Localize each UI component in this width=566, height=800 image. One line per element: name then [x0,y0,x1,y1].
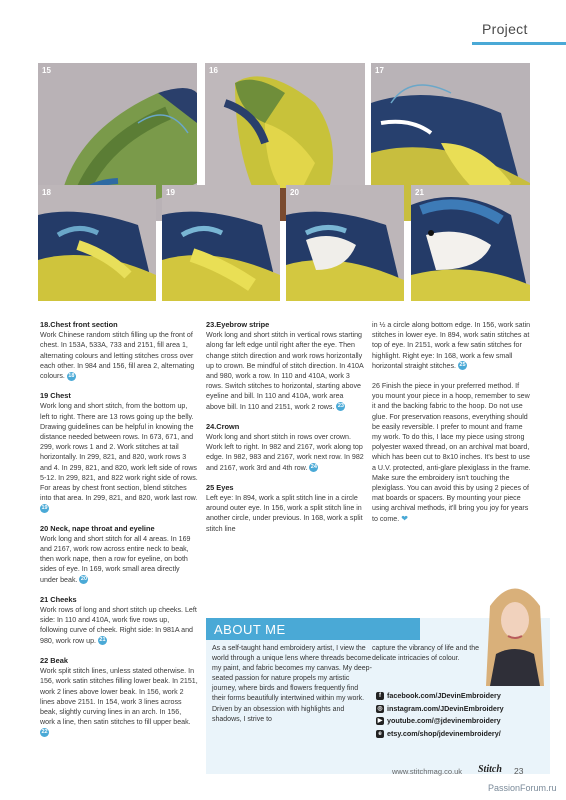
step-photo-18 [38,185,156,301]
step-badge: 22 [41,728,48,735]
step-badge: 21 [99,637,106,644]
text-column-1 [40,320,198,748]
embroidery-image [286,185,404,301]
section-label: Project [482,21,528,37]
photo-number: 21 [415,188,424,197]
step-heading: 24.Crown [206,421,240,431]
etsy-icon: e [376,730,384,738]
step-text: Work long and short stitch in vertical rows starting along far left edge until right after the eye. Then change stitch direction and work rows horizontally up to crown. Be mindful of stitch direction. In 410A and 980, work a row. In 110 and 410A, work 3 rows. Switch stitches to horizontal, starting above eyeline and bill. In 110 and 410A, work area above bill. In 110 and 2151, work 2 rows. 23 [206,331,364,411]
step-heading: 25 Eyes [206,482,234,492]
instagram-link[interactable]: ◎ instagram.com/JDevinEmbroidery [377,703,504,713]
photo-number: 20 [290,188,299,197]
step-heading: 20 Neck, nape throat and eyeline [40,523,155,533]
step-badge: 19 [41,505,48,512]
youtube-link[interactable]: ▶ youtube.com/@jdevinembroidery [377,716,501,726]
step-badge: 23 [337,403,344,410]
about-me-box [206,618,550,774]
step-badge: 20 [80,576,88,583]
heart-icon: ❤ [401,513,408,523]
step-badge: 24 [310,464,317,471]
step-text: Left eye: In 894, work a split stitch line in a circle around outer eye. In 156, work a split stitch line in another circle, under previous. In 168, work a split stitch line [206,494,363,533]
step-heading: 22 Beak [40,655,68,665]
about-me-title: ABOUT ME [214,622,286,637]
watermark: PassionForum.ru [488,783,557,793]
about-me-text-continued: capture the vibrancy of life and the delicate intricacies of colour. [372,645,480,663]
facebook-link[interactable]: f facebook.com/JDevinEmbroidery [376,690,504,703]
embroidery-image [38,185,156,301]
step-heading: 19 Chest [40,391,71,401]
step-text: in ½ a circle along bottom edge. In 156, work satin stitches in lower eye. In 894, work satin stitches at top of eye. In 2151, work a few satin stitches for highlight. Right eye: In 168, work a few small horizontal straight stitches. 25 [372,321,531,370]
author-portrait [480,576,550,686]
step-photo-21 [411,185,530,301]
text-column-2 [206,320,364,544]
step-text: Work long and short stitch, from the bottom up, left to right. There are 13 rows going up the belly. Drawing guidelines can be helpful in knowing the distance needed between rows. In 673, 671, and 299, work rows 1 and 2. Work stitches at tail horizontally. In 299, 821, and 820, work rows 3 and 4. In 299, 821, and 820, work left side of rows 5-12. In 299, 821, and 822 work right side of rows. For areas by chest front section, blend stitches into that area. In 299, 821, and 820, work last row. 19 [40,402,198,512]
social-links [376,690,504,740]
step-photo-19 [162,185,280,301]
step-text: Work long and short stitch for all 4 areas. In 169 and 2167, work row across entire neck to beak, then work nape, then a row for eyeline, on both sides of eye. In 169, work small area directly under beak. 20 [40,534,191,584]
step-badge: 25 [459,362,466,369]
facebook-icon: f [376,692,384,700]
embroidery-image [162,185,280,301]
photo-number: 15 [42,66,51,75]
about-me-text: As a self-taught hand embroidery artist, I view the world through a unique lens where threads become my paint, and fabric becomes my canvas. My deep-seated passion for nature propels my artistic journey, where birds and flowers frequently find their forms beautifully intertwined within my work. Driven by an obsession with highlights and shadows, I strive to [212,645,372,723]
photo-number: 18 [42,188,51,197]
footer-url: www.stitchmag.co.uk [392,767,463,776]
photo-number: 19 [166,188,175,197]
step-text: Work Chinese random stitch filling up the front of chest. In 153A, 533A, 733 and 2151, fill area 1, alternating colours and letting stitches cross over each other. In 984 and 156, fill area 2, alternating colours. 18 [40,331,195,381]
step-heading: 21 Cheeks [40,594,77,604]
step-badge: 18 [68,372,75,379]
youtube-icon: ▶ [377,718,383,725]
step-photo-20 [286,185,404,301]
step-heading: 23.Eyebrow stripe [206,320,270,329]
instagram-icon: ◎ [377,705,383,712]
step-heading: 18.Chest front section [40,320,118,329]
photo-number: 16 [209,66,218,75]
step-text: Work long and short stitch in rows over crown. Work left to right. In 982 and 2167, work along top edge. In 982, 983 and 2167, work next row. In 982 and 2167, work 3rd and 4th row. 24 [206,433,364,472]
etsy-link[interactable]: e etsy.com/shop/jdevinembroidery/ [376,728,504,741]
step-text: 26 Finish the piece in your preferred method. If you mount your piece in a hoop, remember to sew it and the backing fabric to the hoop. Do not use glue. For preservation reasons, everything should be easily reversible. I prefer to mount and frame my work. To do this, I lace my piece using strong polyester waxed thread, on an archival mat board, which has been cut to 8x10 inches. It's best to use a U.V. protected, anti-glare plexiglass in the frame. Make sure the embroidery isn't touching the plexiglass. You can avoid this by using 2 pieces of mat boards or spacers. By mounting your piece using archival methods, it'll bring you joy for years to come. ❤ [372,382,531,523]
magazine-logo: Stitch [478,764,502,775]
page-number: 23 [514,766,524,776]
embroidery-image [411,185,530,301]
photo-number: 17 [375,66,384,75]
text-column-3 [372,320,532,534]
about-me-header [206,618,420,640]
section-tab [472,17,566,45]
portrait-image [480,576,550,686]
step-text: Work split stitch lines, unless stated otherwise. In 156, work satin stitches filling lower beak. In 2151, work 2 lines above lower beak. In 156, work 2 lines above 2151. In 154, work 3 lines across beak, slightly curving lines in an arch. In 156, work a line, then satin stitches to fill upper beak. 22 [40,667,198,735]
step-text: Work rows of long and short stitch up cheeks. Left side: In 110 and 410A, work five rows up, following curve of cheek. Right side: In 981A and 980, work row up. 21 [40,606,197,645]
